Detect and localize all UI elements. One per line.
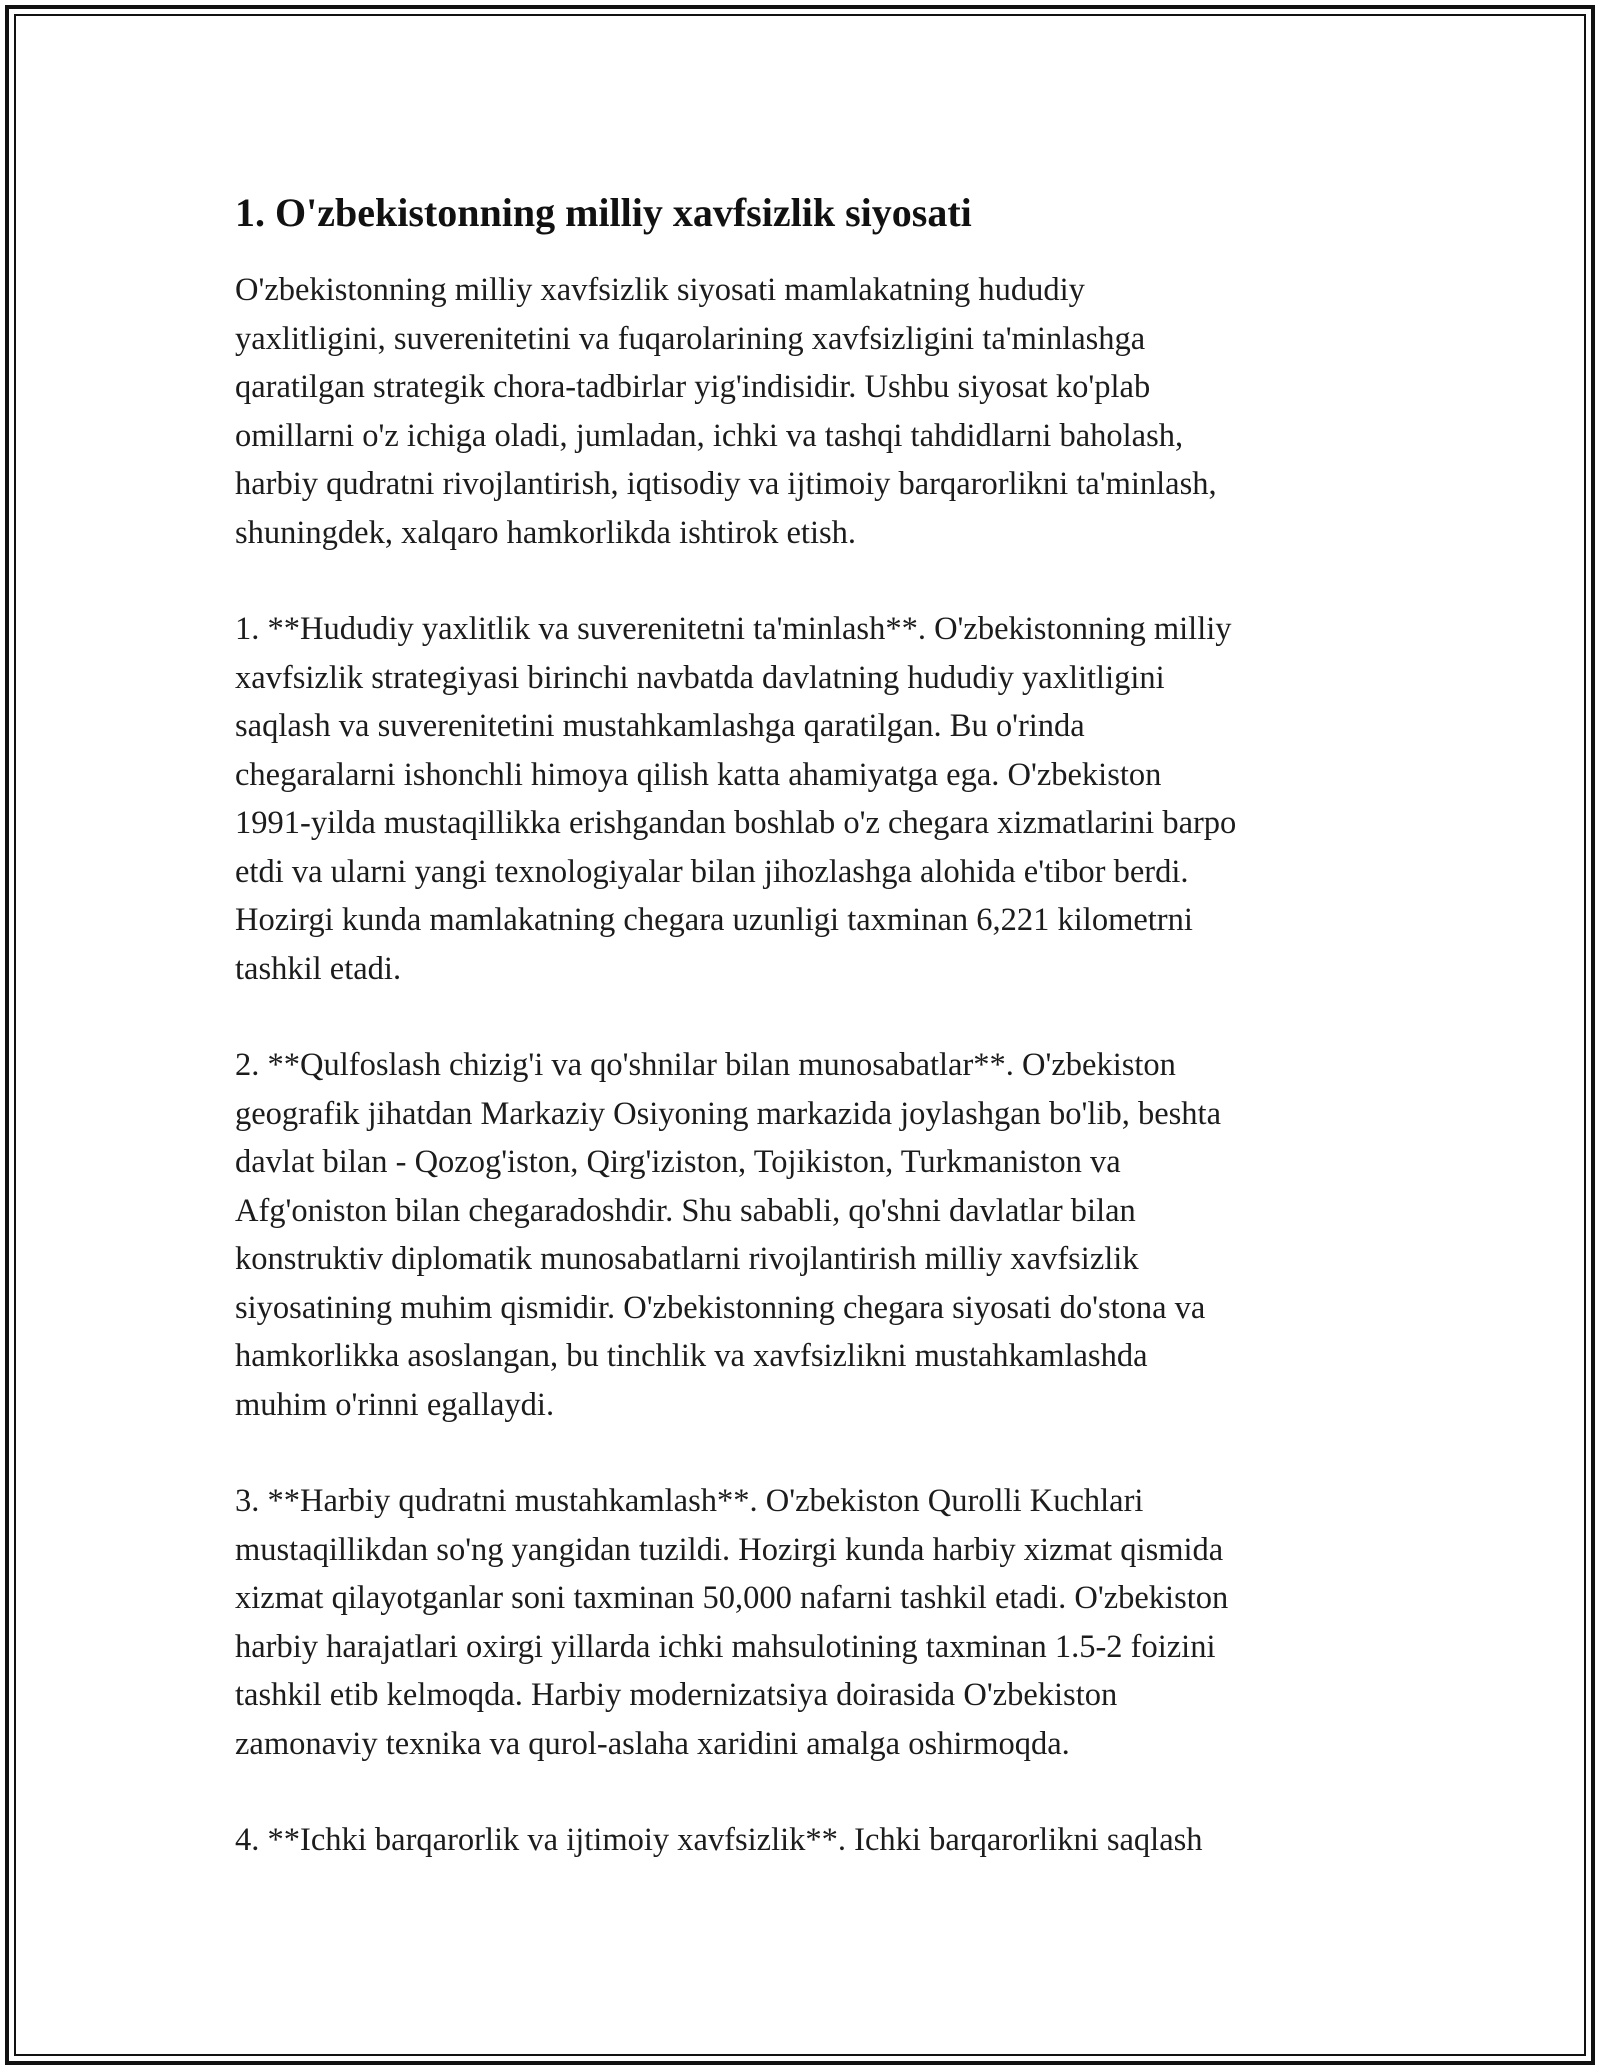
paragraph-neighbors [235, 1041, 1385, 1429]
text-line: 1. **Hududiy yaxlitlik va suverenitetni ta'minlash**. O'zbekistonning milliy [235, 611, 1232, 647]
paragraph-intro [235, 266, 1385, 557]
paragraph-internal-stability [235, 1816, 1385, 1865]
text-line: xizmat qilayotganlar soni taxminan 50,000 nafarni tashkil etadi. O'zbekiston [235, 1580, 1229, 1616]
text-line: Afg'oniston bilan chegaradoshdir. Shu sababli, qo'shni davlatlar bilan [235, 1192, 1136, 1229]
text-line: O'zbekistonning milliy xavfsizlik siyosati mamlakatning hududiy [235, 272, 1085, 308]
paragraph-territorial-integrity [235, 605, 1385, 993]
text-line: xavfsizlik strategiyasi birinchi navbatda davlatning hududiy yaxlitligini [235, 659, 1165, 696]
text-line: tashkil etadi. [235, 950, 402, 987]
text-line: davlat bilan - Qozog'iston, Qirg'iziston, Tojikiston, Turkmaniston va [235, 1144, 1121, 1180]
text-line: mustaqillikdan so'ng yangidan tuzildi. Hozirgi kunda harbiy xizmat qismida [235, 1531, 1224, 1568]
text-line: omillarni o'z ichiga oladi, jumladan, ichki va tashqi tahdidlarni baholash, [235, 417, 1184, 454]
text-line: muhim o'rinni egallaydi. [235, 1386, 555, 1423]
text-line: qaratilgan strategik chora-tadbirlar yig'indisidir. Ushbu siyosat ko'plab [235, 369, 1151, 405]
text-line: 4. **Ichki barqarorlik va ijtimoiy xavfsizlik**. Ichki barqarorlikni saqlash [235, 1822, 1203, 1858]
text-line: siyosatining muhim qismidir. O'zbekistonning chegara siyosati do'stona va [235, 1289, 1206, 1326]
text-line: harbiy harajatlari oxirgi yillarda ichki mahsulotining taxminan 1.5-2 foizini [235, 1628, 1216, 1665]
document-body [235, 188, 1385, 1913]
document-title: 1. O'zbekistonning milliy xavfsizlik siyosati [235, 190, 972, 235]
text-line: tashkil etib kelmoqda. Harbiy modernizatsiya doirasida O'zbekiston [235, 1677, 1118, 1713]
text-line: Hozirgi kunda mamlakatning chegara uzunligi taxminan 6,221 kilometrni [235, 902, 1193, 938]
text-line: harbiy qudratni rivojlantirish, iqtisodiy va ijtimoiy barqarorlikni ta'minlash, [235, 466, 1217, 502]
text-line: 3. **Harbiy qudratni mustahkamlash**. O'zbekiston Qurolli Kuchlari [235, 1483, 1144, 1519]
text-line: zamonaviy texnika va qurol-aslaha xaridini amalga oshirmoqda. [235, 1725, 1070, 1762]
text-line: saqlash va suverenitetini mustahkamlashga qaratilgan. Bu o'rinda [235, 708, 1085, 744]
text-line: 2. **Qulfoslash chizig'i va qo'shnilar bilan munosabatlar**. O'zbekiston [235, 1047, 1176, 1083]
text-line: yaxlitligini, suverenitetini va fuqarolarining xavfsizligini ta'minlashga [235, 320, 1146, 357]
text-line: chegaralarni ishonchli himoya qilish katta ahamiyatga ega. O'zbekiston [235, 756, 1162, 793]
paragraph-military [235, 1477, 1385, 1768]
text-line: hamkorlikka asoslangan, bu tinchlik va xavfsizlikni mustahkamlashda [235, 1338, 1148, 1374]
text-line: etdi va ularni yangi texnologiyalar bilan jihozlashga alohida e'tibor berdi. [235, 853, 1189, 890]
text-line: konstruktiv diplomatik munosabatlarni rivojlantirish milliy xavfsizlik [235, 1241, 1139, 1277]
text-line: 1991-yilda mustaqillikka erishgandan boshlab o'z chegara xizmatlarini barpo [235, 805, 1237, 841]
text-line: shuningdek, xalqaro hamkorlikda ishtirok etish. [235, 514, 857, 551]
text-line: geografik jihatdan Markaziy Osiyoning markazida joylashgan bo'lib, beshta [235, 1095, 1221, 1132]
